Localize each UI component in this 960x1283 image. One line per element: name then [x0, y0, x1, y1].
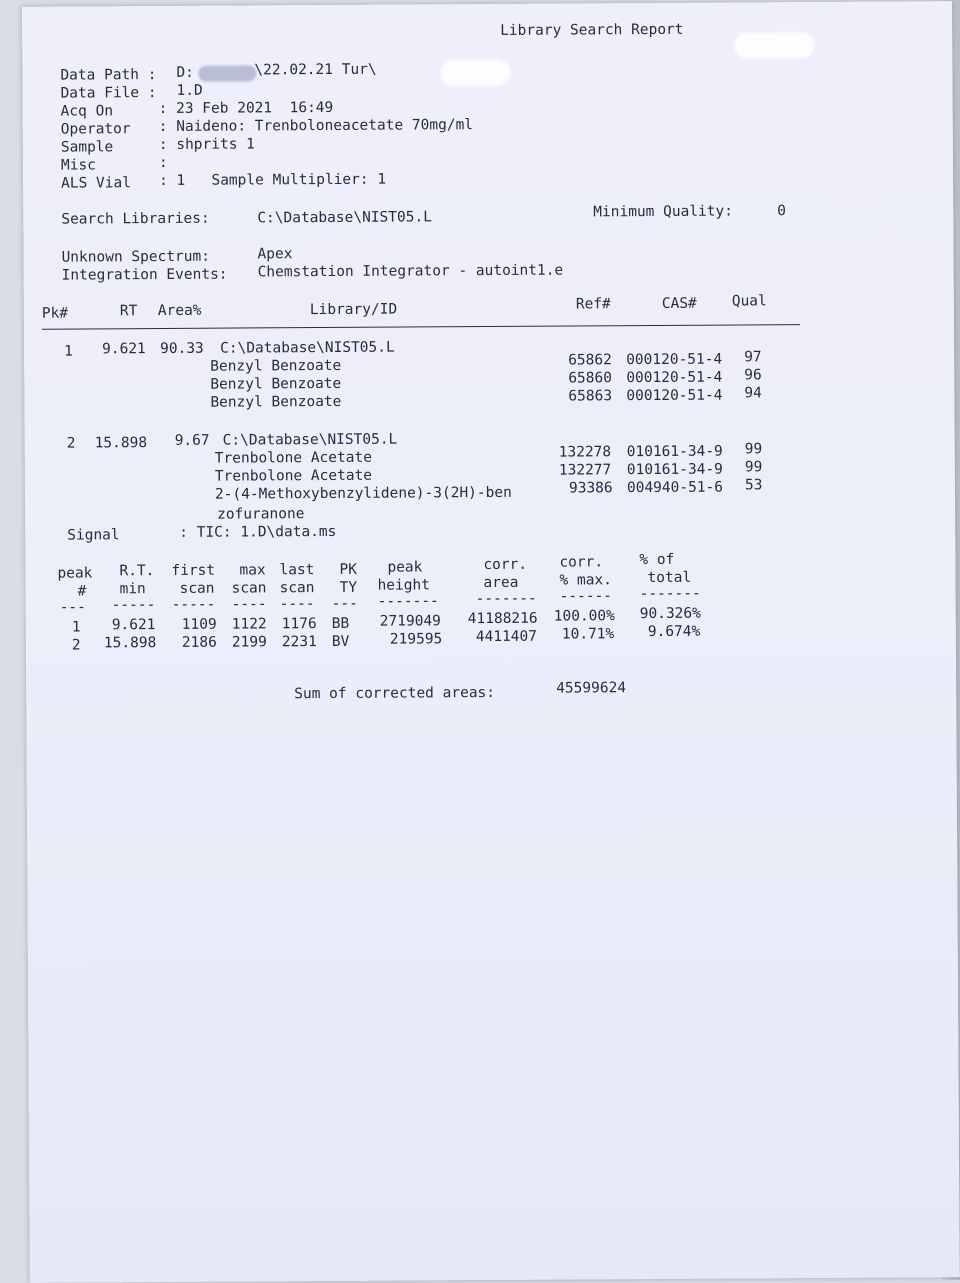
hit-library: C:\Database\NIST05.L — [220, 339, 395, 357]
peak-col-rt: min — [119, 581, 146, 598]
peak-col-last: last — [279, 562, 315, 579]
match-ref: 65862 — [568, 352, 612, 369]
hits-col-cas: CAS# — [661, 295, 697, 312]
hits-col-library: Library/ID — [309, 301, 398, 319]
match-qual: 53 — [744, 477, 763, 494]
acq-on-value: : 23 Feb 2021 16:49 — [158, 99, 334, 118]
match-name-continuation: zofuranone — [217, 506, 305, 523]
peak-col-first: scan — [179, 580, 215, 597]
sample-label: Sample — [60, 139, 114, 156]
peak-corr-max: 100.00% — [553, 608, 615, 625]
match-cas: 010161-34-9 — [626, 443, 723, 461]
data-path-prefix: D: — [176, 64, 194, 81]
acq-on-label: Acq On — [60, 103, 114, 120]
tape-left — [440, 60, 510, 86]
peak-col-peak-height: peak — [387, 559, 423, 576]
peak-rule: --- — [59, 599, 86, 616]
report-title: Library Search Report — [500, 21, 684, 39]
match-cas: 004940-51-6 — [626, 479, 724, 497]
hits-header-rule — [42, 324, 800, 330]
redaction-mark — [198, 65, 256, 81]
peak-rule: ------ — [559, 588, 613, 605]
sample-value: : shprits 1 — [158, 136, 255, 154]
data-file-label: Data File : — [60, 85, 157, 102]
misc-value: : — [158, 154, 168, 172]
match-ref: 93386 — [568, 480, 613, 497]
match-name: Benzyl Benzoate — [210, 375, 342, 393]
integration-events-label: Integration Events: — [61, 266, 228, 284]
peak-col-first: first — [171, 562, 216, 579]
hit-pk: 2 — [66, 435, 76, 452]
peak-first-scan: 2186 — [181, 634, 217, 651]
peak-type: BV — [331, 633, 350, 650]
peak-rule: ---- — [279, 596, 315, 613]
peak-corr-max: 10.71% — [561, 626, 615, 643]
signal-label: Signal — [67, 527, 120, 544]
search-libraries-label: Search Libraries: — [61, 210, 210, 228]
peak-col-pk: TY — [339, 579, 358, 596]
peak-col-peak-height: height — [377, 577, 430, 594]
report-paper — [22, 1, 960, 1283]
data-path-suffix: \22.02.21 Tur\ — [254, 61, 377, 79]
minimum-quality-value: 0 — [777, 203, 787, 220]
match-name: Benzyl Benzoate — [210, 357, 342, 375]
als-vial-value: : 1 Sample Multiplier: 1 — [159, 171, 387, 190]
hits-col-rt: RT — [119, 303, 138, 320]
peak-col-pk: PK — [339, 561, 357, 578]
match-ref: 132278 — [558, 444, 612, 461]
peak-type: BB — [331, 615, 350, 632]
peak-number: 2 — [71, 637, 81, 654]
match-qual: 99 — [744, 441, 763, 458]
match-qual: 96 — [744, 367, 762, 384]
peak-max-scan: 1122 — [231, 616, 267, 633]
peak-col-corr-max: corr. — [559, 554, 604, 571]
match-cas: 000120-51-4 — [626, 387, 723, 405]
tape-right — [734, 32, 814, 58]
peak-first-scan: 1109 — [181, 616, 217, 633]
data-path-label: Data Path : — [60, 67, 157, 84]
match-cas: 000120-51-4 — [626, 351, 723, 369]
peak-col-total: total — [647, 569, 692, 587]
peak-rule: ------- — [639, 585, 701, 603]
sum-value: 45599624 — [556, 680, 627, 697]
peak-col-corr-area: corr. — [483, 556, 528, 574]
match-name: Benzyl Benzoate — [210, 393, 342, 411]
match-qual: 97 — [744, 349, 762, 366]
peak-rule: ------- — [377, 593, 439, 610]
match-ref: 65863 — [568, 388, 613, 405]
peak-rule: ---- — [231, 596, 267, 613]
signal-value: : TIC: 1.D\data.ms — [179, 523, 337, 541]
peak-last-scan: 1176 — [281, 616, 317, 633]
sum-label: Sum of corrected areas: — [294, 684, 496, 703]
hits-col-area: Area% — [157, 302, 202, 320]
peak-number: 1 — [71, 619, 81, 636]
hits-col-qual: Qual — [731, 293, 767, 310]
peak-rt: 9.621 — [111, 617, 156, 634]
peak-col-peak: # — [77, 583, 87, 600]
match-name: Trenbolone Acetate — [214, 467, 373, 485]
operator-label: Operator — [60, 121, 131, 138]
peak-total: 9.674% — [647, 623, 701, 641]
match-cas: 000120-51-4 — [626, 369, 723, 387]
peak-last-scan: 2231 — [281, 634, 317, 651]
peak-col-total: % of — [639, 551, 675, 569]
peak-corr-area: 41188216 — [467, 610, 538, 628]
peak-col-max: scan — [231, 580, 267, 597]
peak-rt: 15.898 — [103, 635, 157, 652]
match-qual: 94 — [744, 385, 762, 402]
peak-col-max: max — [239, 562, 266, 579]
peak-total: 90.326% — [639, 605, 701, 623]
match-cas: 010161-34-9 — [626, 461, 723, 479]
hit-rt: 9.621 — [102, 341, 146, 358]
match-ref: 132277 — [558, 462, 612, 479]
hit-library: C:\Database\NIST05.L — [222, 431, 398, 449]
match-qual: 99 — [744, 459, 763, 476]
match-ref: 65860 — [568, 370, 612, 387]
peak-height: 2719049 — [379, 613, 441, 630]
peak-col-peak: peak — [57, 565, 93, 582]
als-vial-label: ALS Vial — [61, 175, 131, 192]
search-libraries-value: C:\Database\NIST05.L — [257, 209, 432, 227]
peak-height: 219595 — [389, 631, 443, 648]
operator-value: : Naideno: Trenboloneacetate 70mg/ml — [158, 117, 474, 136]
peak-rule: ----- — [111, 597, 156, 614]
match-name: Trenbolone Acetate — [214, 449, 372, 467]
peak-corr-area: 4411407 — [475, 628, 538, 646]
hit-pk: 1 — [64, 343, 73, 360]
minimum-quality-label: Minimum Quality: — [593, 203, 734, 221]
peak-col-corr-area: area — [483, 574, 519, 592]
peak-rule: ----- — [171, 596, 216, 613]
data-file-value: 1.D — [176, 82, 203, 99]
hits-col-ref: Ref# — [575, 296, 611, 313]
hits-col-pk: Pk# — [41, 305, 69, 322]
unknown-spectrum-label: Unknown Spectrum: — [61, 248, 210, 266]
integration-events-value: Chemstation Integrator - autoint1.e — [257, 262, 564, 281]
peak-rule: ------- — [475, 590, 537, 608]
peak-col-last: scan — [279, 580, 315, 597]
hit-rt: 15.898 — [94, 435, 148, 452]
hit-area: 90.33 — [160, 340, 204, 358]
misc-label: Misc — [60, 157, 96, 174]
hit-area: 9.67 — [174, 432, 210, 449]
match-name: 2-(4-Methoxybenzylidene)-3(2H)-ben — [214, 484, 512, 503]
peak-max-scan: 2199 — [231, 634, 267, 651]
unknown-spectrum-value: Apex — [257, 246, 293, 263]
peak-col-rt: R.T. — [119, 563, 155, 580]
peak-col-corr-max: % max. — [559, 572, 612, 589]
peak-rule: --- — [331, 595, 358, 612]
